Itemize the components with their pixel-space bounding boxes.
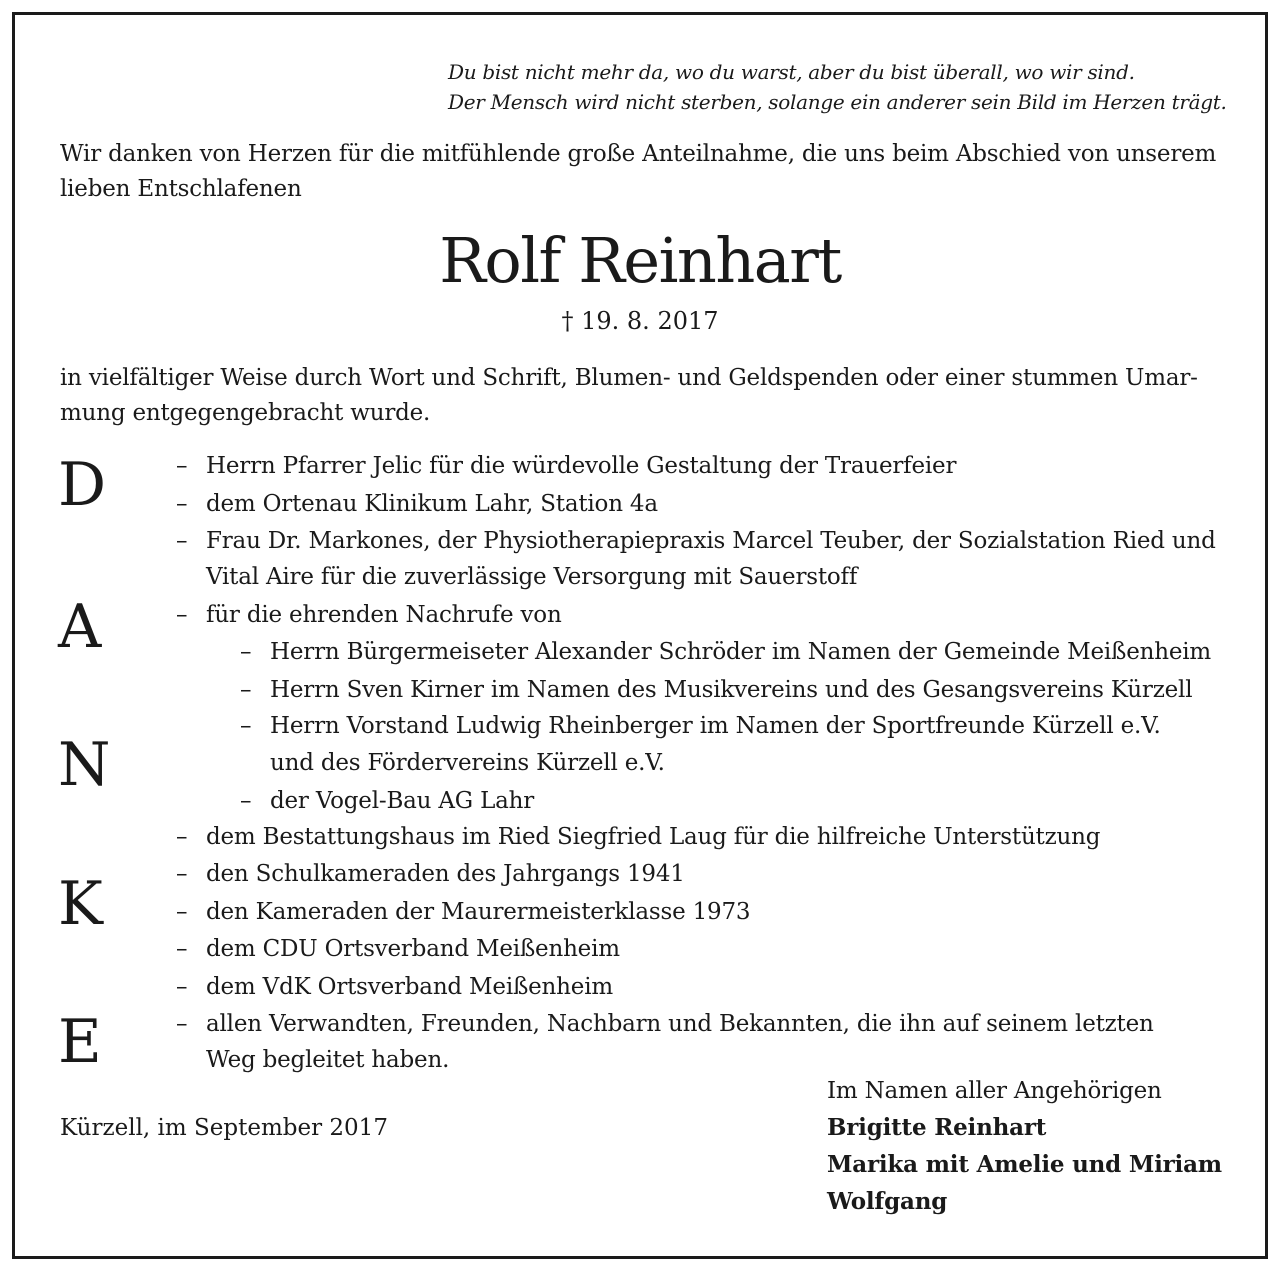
- motto-quote: [448, 57, 1227, 117]
- thanks-subitem: der Vogel-Bau AG Lahr: [270, 788, 535, 814]
- motto-line: Der Mensch wird nicht sterben, solange ein anderer sein Bild im Herzen trägt.: [448, 90, 1227, 114]
- list-dash: –: [176, 936, 188, 962]
- thanks-item: Herrn Pfarrer Jelic für die würdevolle Gestaltung der Trauerfeier: [206, 453, 957, 479]
- list-dash: –: [240, 713, 252, 739]
- signature-name: Marika mit Amelie und Miriam: [827, 1151, 1222, 1178]
- place-date: Kürzell, im September 2017: [60, 1115, 388, 1141]
- motto-line: Du bist nicht mehr da, wo du warst, aber du bist überall, wo wir sind.: [448, 60, 1135, 84]
- signature-name: Wolfgang: [827, 1188, 948, 1215]
- list-dash: –: [176, 602, 188, 628]
- list-dash: –: [240, 677, 252, 703]
- list-dash: –: [176, 861, 188, 887]
- list-dash: –: [176, 528, 188, 554]
- continuation-line: mung entgegengebracht wurde.: [60, 400, 431, 426]
- intro-line: Wir danken von Herzen für die mitfühlende große Anteilnahme, die uns beim Abschied von unserem: [60, 141, 1217, 167]
- thanks-subitem: Herrn Vorstand Ludwig Rheinberger im Namen der Sportfreunde Kürzell e.V.: [270, 713, 1161, 739]
- thanks-item-continuation: Weg begleitet haben.: [206, 1047, 450, 1073]
- thanks-item: dem Bestattungshaus im Ried Siegfried Laug für die hilfreiche Unterstützung: [206, 824, 1101, 850]
- thanks-subitem-continuation: und des Fördervereins Kürzell e.V.: [270, 750, 665, 776]
- death-date: † 19. 8. 2017: [561, 307, 719, 335]
- continuation-line: in vielfältiger Weise durch Wort und Schrift, Blumen- und Geldspenden oder einer stummen Umar-: [60, 365, 1198, 391]
- list-dash: –: [176, 453, 188, 479]
- list-dash: –: [176, 824, 188, 850]
- danke-letter: D: [58, 450, 107, 520]
- thanks-item: den Schulkameraden des Jahrgangs 1941: [206, 861, 685, 887]
- signature-intro: Im Namen aller Angehörigen: [827, 1078, 1162, 1104]
- intro-text: [60, 137, 1222, 207]
- intro-line: lieben Entschlafenen: [60, 176, 302, 202]
- deceased-name: Rolf Reinhart: [439, 224, 841, 297]
- thanks-subitem: Herrn Bürgermeiseter Alexander Schröder im Namen der Gemeinde Meißenheim: [270, 639, 1212, 665]
- thanks-subitem: Herrn Sven Kirner im Namen des Musikvereins und des Gesangsvereins Kürzell: [270, 677, 1193, 703]
- list-dash: –: [240, 639, 252, 665]
- thanks-item: dem Ortenau Klinikum Lahr, Station 4a: [206, 491, 658, 517]
- thanks-item-continuation: Vital Aire für die zuverlässige Versorgung mit Sauerstoff: [206, 564, 858, 590]
- list-dash: –: [240, 788, 252, 814]
- danke-letter: A: [58, 592, 102, 662]
- danke-letter: N: [58, 730, 111, 800]
- thanks-item: allen Verwandten, Freunden, Nachbarn und Bekannten, die ihn auf seinem letzten: [206, 1011, 1154, 1037]
- danke-letter: K: [58, 869, 103, 939]
- thanks-item: den Kameraden der Maurermeisterklasse 1973: [206, 899, 751, 925]
- signature-name: Brigitte Reinhart: [827, 1114, 1047, 1141]
- thanks-item: dem CDU Ortsverband Meißenheim: [206, 936, 620, 962]
- list-dash: –: [176, 899, 188, 925]
- continuation-text: [60, 361, 1222, 431]
- list-dash: –: [176, 974, 188, 1000]
- danke-letter: E: [58, 1007, 102, 1077]
- thanks-item: Frau Dr. Markones, der Physiotherapiepraxis Marcel Teuber, der Sozialstation Ried und: [206, 528, 1216, 554]
- thanks-item: dem VdK Ortsverband Meißenheim: [206, 974, 613, 1000]
- list-dash: –: [176, 1011, 188, 1037]
- thanks-item: für die ehrenden Nachrufe von: [206, 602, 562, 628]
- list-dash: –: [176, 491, 188, 517]
